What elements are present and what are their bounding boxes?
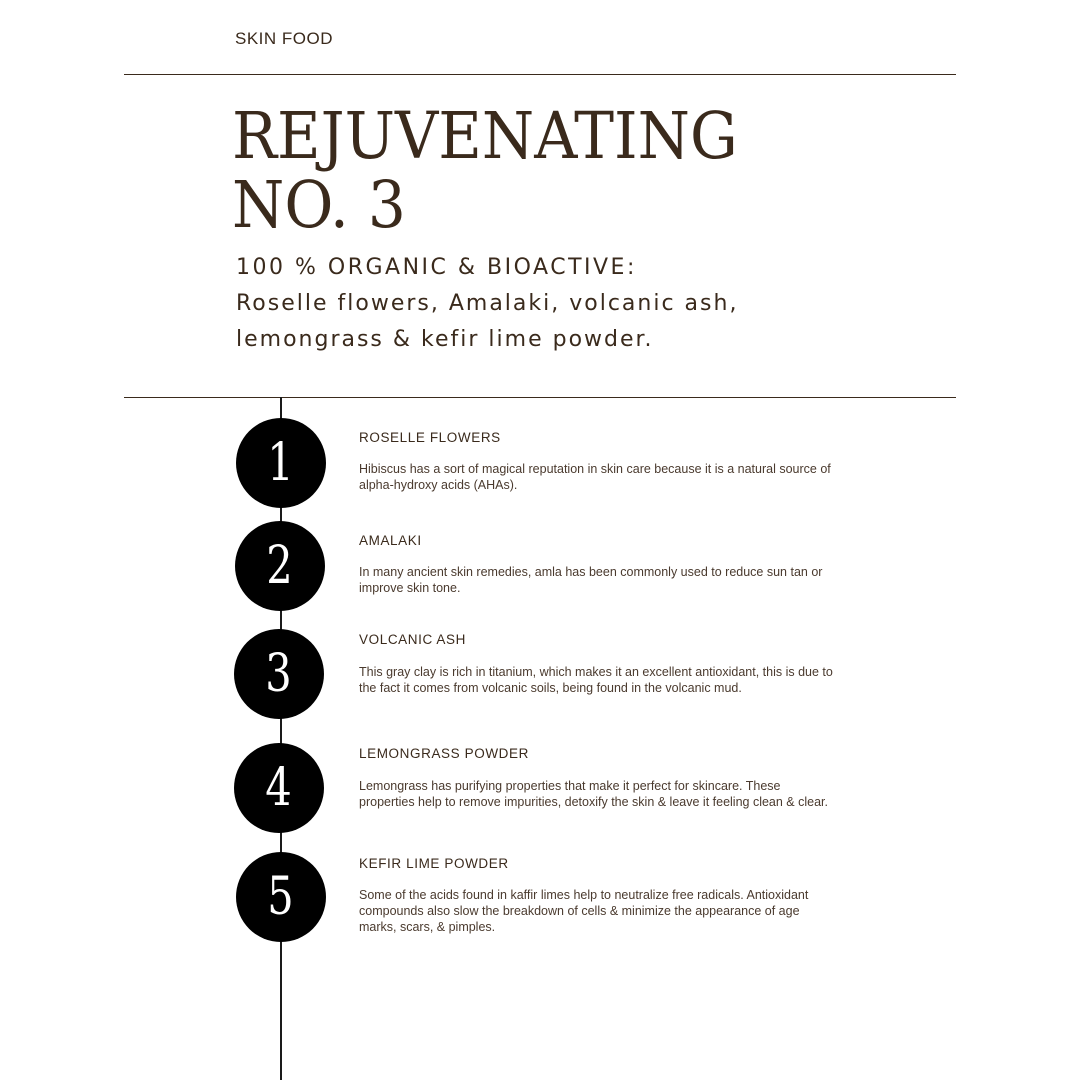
step-heading: ROSELLE FLOWERS xyxy=(359,430,501,445)
step-description: This gray clay is rich in titanium, which makes it an excellent antioxidant, this is due to the fact it comes from volcanic soils, being found in the volcanic mud. xyxy=(359,665,833,695)
step-heading: AMALAKI xyxy=(359,533,422,548)
subtitle: 100 % ORGANIC & BIOACTIVE: xyxy=(236,255,637,280)
brand-label: SKIN FOOD xyxy=(235,29,334,48)
title-line-1: REJUVENATING xyxy=(232,99,738,174)
middle-divider xyxy=(124,397,956,398)
step-number-circle xyxy=(235,521,325,611)
title-line-2: NO. 3 xyxy=(232,168,406,243)
step-description: Some of the acids found in kaffir limes help to neutralize free radicals. Antioxidant compounds also slow the breakdown of cells & minimize the appearance of age marks, scars, & pimples. xyxy=(359,888,809,934)
page-title xyxy=(232,99,782,243)
step-number: 5 xyxy=(267,867,295,927)
step-number-circle xyxy=(236,852,326,942)
step-heading: KEFIR LIME POWDER xyxy=(359,856,509,871)
step-number: 3 xyxy=(265,644,293,704)
step-description: Hibiscus has a sort of magical reputation in skin care because it is a natural source of alpha-hydroxy acids (AHAs). xyxy=(359,462,831,492)
step-number-circle xyxy=(234,629,324,719)
step-description: Lemongrass has purifying properties that make it perfect for skincare. These properties help to remove impurities, detoxify the skin & leave it feeling clean & clear. xyxy=(359,779,828,809)
step-heading: LEMONGRASS POWDER xyxy=(359,746,529,761)
step-description: In many ancient skin remedies, amla has been commonly used to reduce sun tan or improve skin tone. xyxy=(359,565,823,595)
step-number-circle xyxy=(236,418,326,508)
step-number-circle xyxy=(234,743,324,833)
step-number: 4 xyxy=(265,758,293,818)
step-heading: VOLCANIC ASH xyxy=(359,632,466,647)
step-number: 1 xyxy=(267,433,295,493)
step-number: 2 xyxy=(266,536,294,596)
ingredients-summary: Roselle flowers, Amalaki, volcanic ash, lemongrass & kefir lime powder. xyxy=(236,291,739,352)
top-divider xyxy=(124,74,956,75)
